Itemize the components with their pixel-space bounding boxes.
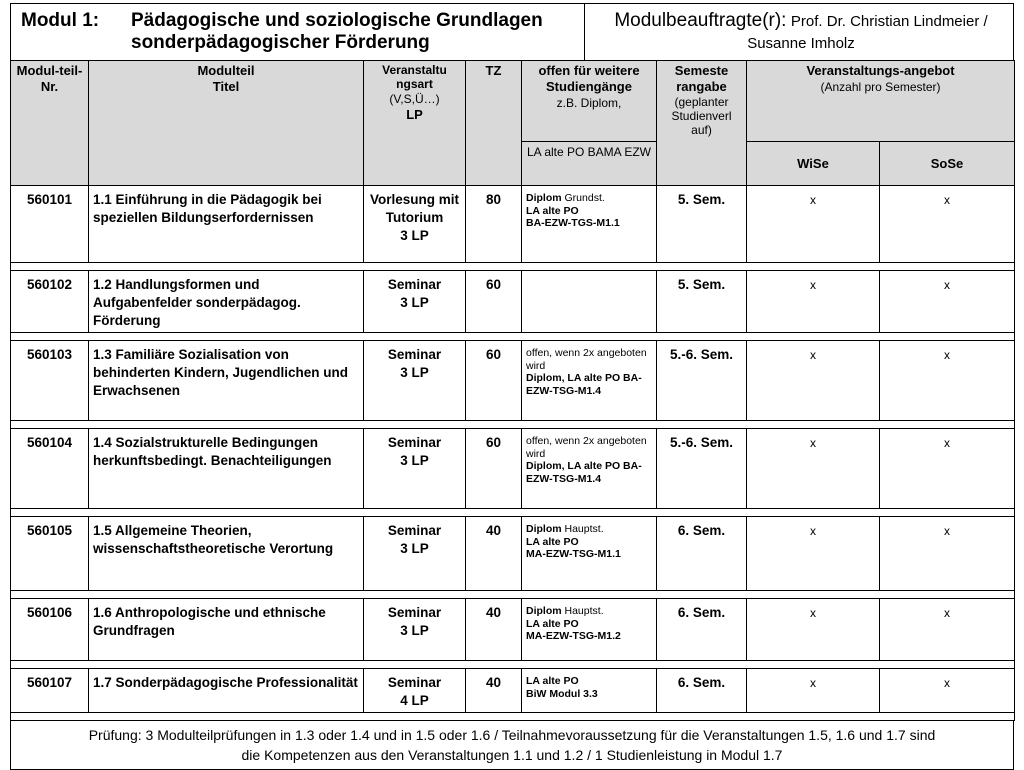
- row-gap: [11, 661, 1015, 669]
- row-gap: [11, 263, 1015, 271]
- row-title: 1.6 Anthropologische und ethnische Grundfragen: [89, 599, 364, 661]
- column-header-row: [11, 61, 1015, 142]
- col-titel: Modulteil Titel: [89, 61, 364, 186]
- row-type: Seminar 3 LP: [364, 599, 466, 661]
- row-nr: 560104: [11, 429, 89, 509]
- row-wise: x: [747, 186, 880, 263]
- row-gap: [11, 713, 1015, 721]
- col-angebot: Veranstaltungs-angebot (Anzahl pro Semester): [747, 61, 1015, 142]
- footer-line-1: Prüfung: 3 Modulteilprüfungen in 1.3 oder 1.4 und in 1.5 oder 1.6 / Teilnahmevoraussetzung für die Veranstaltungen 1.5, 1.6 und 1.7 sind: [88, 727, 936, 743]
- row-gap: [11, 509, 1015, 517]
- row-sose: x: [880, 669, 1015, 713]
- row-tz: 60: [466, 429, 522, 509]
- row-title: 1.2 Handlungsformen und Aufgabenfelder sonderpädagog. Förderung: [89, 271, 364, 333]
- row-nr: 560101: [11, 186, 89, 263]
- row-gap: [11, 591, 1015, 599]
- row-open: Diplom Grundst. LA alte PO BA-EZW-TGS-M1.1: [522, 186, 657, 263]
- responsible-box: [585, 4, 1013, 60]
- col-sose: SoSe: [880, 142, 1015, 186]
- table-row: [11, 517, 1015, 591]
- row-semester: 5.-6. Sem.: [657, 341, 747, 421]
- row-tz: 40: [466, 599, 522, 661]
- row-sose: x: [880, 517, 1015, 591]
- row-wise: x: [747, 599, 880, 661]
- row-wise: x: [747, 429, 880, 509]
- row-tz: 40: [466, 517, 522, 591]
- row-semester: 5. Sem.: [657, 186, 747, 263]
- row-sose: x: [880, 271, 1015, 333]
- table-row: [11, 341, 1015, 421]
- row-tz: 60: [466, 271, 522, 333]
- exam-footer: [10, 721, 1014, 770]
- col-art: Veranstaltu ngsart (V,S,Ü…) LP: [364, 61, 466, 186]
- row-type: Seminar 3 LP: [364, 341, 466, 421]
- col-wise: WiSe: [747, 142, 880, 186]
- row-nr: 560107: [11, 669, 89, 713]
- row-type: Seminar 3 LP: [364, 517, 466, 591]
- col-offen-sub: LA alte PO BAMA EZW: [522, 142, 657, 186]
- row-tz: 60: [466, 341, 522, 421]
- row-gap: [11, 333, 1015, 341]
- module-title-box: [11, 4, 585, 60]
- responsible-label: Modulbeauftragte(r):: [614, 10, 787, 31]
- row-nr: 560103: [11, 341, 89, 421]
- row-open: offen, wenn 2x angeboten wird Diplom, LA alte PO BA-EZW-TSG-M1.4: [522, 429, 657, 509]
- row-semester: 5.-6. Sem.: [657, 429, 747, 509]
- row-title: 1.3 Familiäre Sozialisation von behinderten Kindern, Jugendlichen und Erwachsenen: [89, 341, 364, 421]
- row-nr: 560102: [11, 271, 89, 333]
- col-nr: Modul-teil-Nr.: [11, 61, 89, 186]
- row-title: 1.5 Allgemeine Theorien, wissenschaftstheoretische Verortung: [89, 517, 364, 591]
- row-wise: x: [747, 669, 880, 713]
- row-semester: 6. Sem.: [657, 669, 747, 713]
- row-open: Diplom Hauptst. LA alte PO MA-EZW-TSG-M1.2: [522, 599, 657, 661]
- row-open: offen, wenn 2x angeboten wird Diplom, LA alte PO BA-EZW-TSG-M1.4: [522, 341, 657, 421]
- module-header: [10, 3, 1014, 60]
- module-label: Modul 1:: [21, 10, 100, 31]
- row-type: Seminar 4 LP: [364, 669, 466, 713]
- row-title: 1.7 Sonderpädagogische Professionalität: [89, 669, 364, 713]
- row-sose: x: [880, 186, 1015, 263]
- row-title: 1.4 Sozialstrukturelle Bedingungen herkunftsbedingt. Benachteiligungen: [89, 429, 364, 509]
- row-semester: 6. Sem.: [657, 599, 747, 661]
- table-row: [11, 669, 1015, 713]
- module-sheet: [10, 3, 1014, 770]
- col-semester: Semeste rangabe (geplanter Studienverl auf): [657, 61, 747, 186]
- row-sose: x: [880, 429, 1015, 509]
- col-offen: offen für weitere Studiengänge z.B. Diplom,: [522, 61, 657, 142]
- col-tz: TZ: [466, 61, 522, 186]
- row-wise: x: [747, 271, 880, 333]
- row-type: Seminar 3 LP: [364, 429, 466, 509]
- module-table: [10, 60, 1015, 721]
- row-sose: x: [880, 599, 1015, 661]
- row-open: LA alte PO BiW Modul 3.3: [522, 669, 657, 713]
- table-row: [11, 271, 1015, 333]
- row-tz: 40: [466, 669, 522, 713]
- row-sose: x: [880, 341, 1015, 421]
- table-row: [11, 186, 1015, 263]
- row-semester: 6. Sem.: [657, 517, 747, 591]
- module-title: Pädagogische und soziologische Grundlagen sonderpädagogischer Förderung: [131, 10, 543, 53]
- responsible-value: Prof. Dr. Christian Lindmeier / Susanne Imholz: [747, 13, 988, 52]
- row-semester: 5. Sem.: [657, 271, 747, 333]
- footer-line-2: die Kompetenzen aus den Veranstaltungen 1.1 und 1.2 / 1 Studienleistung in Modul 1.7: [241, 747, 783, 763]
- table-row: [11, 429, 1015, 509]
- row-nr: 560105: [11, 517, 89, 591]
- row-type: Seminar 3 LP: [364, 271, 466, 333]
- row-title: 1.1 Einführung in die Pädagogik bei speziellen Bildungserfordernissen: [89, 186, 364, 263]
- row-open: [522, 271, 657, 333]
- table-row: [11, 599, 1015, 661]
- row-open: Diplom Hauptst. LA alte PO MA-EZW-TSG-M1.1: [522, 517, 657, 591]
- row-wise: x: [747, 517, 880, 591]
- row-tz: 80: [466, 186, 522, 263]
- row-wise: x: [747, 341, 880, 421]
- row-gap: [11, 421, 1015, 429]
- row-nr: 560106: [11, 599, 89, 661]
- row-type: Vorlesung mit Tutorium 3 LP: [364, 186, 466, 263]
